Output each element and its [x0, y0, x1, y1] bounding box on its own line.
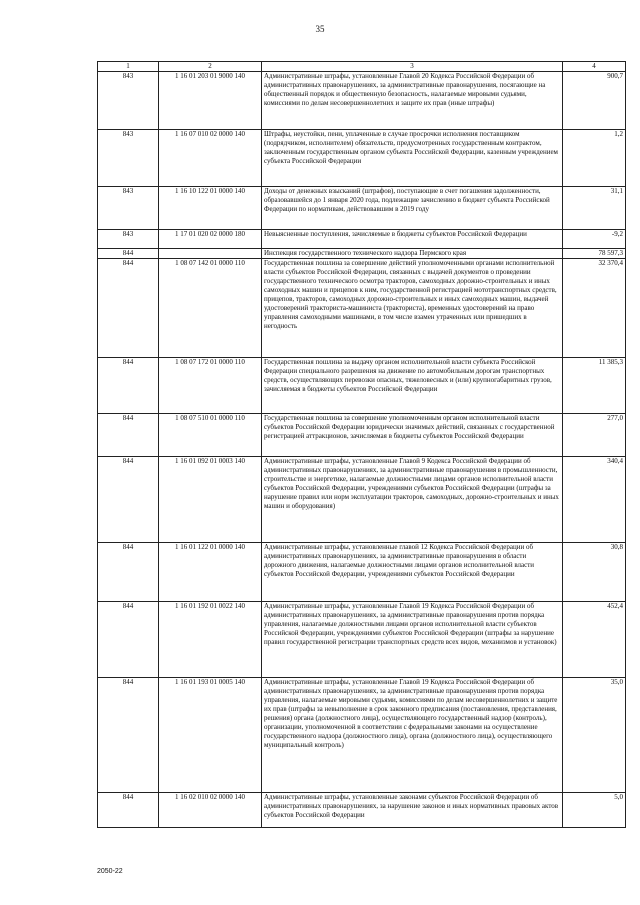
revenue-name-cell: Государственная пошлина за совершение действий уполномоченными органами исполнительной власти субъектов Российской Федерации, связанных с выдачей документов о проведении государственного технического осмотра тракторов, самоходных дорожно-строительных и иных самоходных машин и прицепов к ним, государственной регистрацией мототранспортных средств, прицепов, тракторов, самоходных дорожно-строительных и иных самоходных машин, выдачей удостоверений тракториста-машиниста (тракториста), временных удостоверений на право управления самоходными машинами, в том числе взамен утраченных или пришедших в негодность — [262, 259, 563, 358]
amount-cell: 30,8 — [563, 543, 626, 602]
table-row — [98, 130, 626, 187]
revenue-name-cell: Административные штрафы, установленные Главой 19 Кодекса Российской Федерации об административных правонарушениях, за административные правонарушения против порядка управления, налагаемые должностными лицами органов исполнительной власти субъектов Российской Федерации, учреждениями субъектов Российской Федерации (штрафы за нарушение правил государственной регистрации транспортных средств всех видов, механизмов и установок) — [262, 602, 563, 678]
admin-code-cell: 844 — [98, 602, 159, 678]
table-row — [98, 414, 626, 457]
amount-cell: 35,0 — [563, 678, 626, 793]
revenue-code-cell: 1 08 07 142 01 0000 110 — [159, 259, 262, 358]
revenue-code-cell: 1 16 01 193 01 0005 140 — [159, 678, 262, 793]
revenue-code-cell: 1 16 10 122 01 0000 140 — [159, 187, 262, 230]
table-row — [98, 358, 626, 414]
document-code: 2050-22 — [97, 868, 123, 875]
table-row — [98, 259, 626, 358]
table-row — [98, 678, 626, 793]
revenue-name-cell: Штрафы, неустойки, пени, уплаченные в случае просрочки исполнения поставщиком (подрядчиком, исполнителем) обязательств, предусмотренных государственным контрактом, заключенным государственным органом субъекта Российской Федерации, казенным учреждением субъекта Российской Федерации — [262, 130, 563, 187]
table-row — [98, 72, 626, 130]
revenue-code-cell: 1 16 01 092 01 0003 140 — [159, 457, 262, 543]
column-header-2: 2 — [159, 62, 262, 72]
revenue-name-cell: Административные штрафы, установленные законами субъектов Российской Федерации об административных правонарушениях, за нарушение законов и иных нормативных правовых актов субъектов Российской Федерации — [262, 793, 563, 828]
revenue-name-cell: Инспекция государственного технического надзора Пермского края — [262, 249, 563, 259]
table-header-row — [98, 62, 626, 72]
amount-cell: 11 385,3 — [563, 358, 626, 414]
table-row — [98, 793, 626, 828]
amount-cell: 32 370,4 — [563, 259, 626, 358]
revenue-name-cell: Государственная пошлина за выдачу органом исполнительной власти субъекта Российской Федерации специального разрешения на движение по автомобильным дорогам транспортных средств, осуществляющих перевозки опасных, тяжеловесных и (или) крупногабаритных грузов, зачисляемая в бюджеты субъектов Российской Федерации — [262, 358, 563, 414]
amount-cell: 1,2 — [563, 130, 626, 187]
revenue-code-cell: 1 16 01 203 01 9000 140 — [159, 72, 262, 130]
revenue-code-cell: 1 08 07 510 01 0000 110 — [159, 414, 262, 457]
table-row — [98, 230, 626, 249]
admin-code-cell: 843 — [98, 187, 159, 230]
amount-cell: 452,4 — [563, 602, 626, 678]
revenue-name-cell: Административные штрафы, установленные Главой 20 Кодекса Российской Федерации об административных правонарушениях, за административные правонарушения, посягающие на общественный порядок и общественную безопасность, налагаемые мировыми судьями, комиссиями по делам несовершеннолетних и защите их прав (иные штрафы) — [262, 72, 563, 130]
revenue-name-cell: Административные штрафы, установленные главой 12 Кодекса Российской Федерации об административных правонарушениях, за административные правонарушения в области дорожного движения, налагаемые должностными лицами органов исполнительной власти субъектов Российской Федерации, учреждениями субъектов Российской Федерации — [262, 543, 563, 602]
admin-code-cell: 844 — [98, 414, 159, 457]
admin-code-cell: 843 — [98, 230, 159, 249]
page-number: 35 — [315, 24, 325, 34]
revenue-name-cell: Доходы от денежных взысканий (штрафов), поступающие в счет погашения задолженности, образовавшейся до 1 января 2020 года, подлежащие зачислению в бюджет субъекта Российской Федерации по нормативам, действовавшим в 2019 году — [262, 187, 563, 230]
amount-cell: 900,7 — [563, 72, 626, 130]
table-body — [98, 72, 626, 828]
amount-cell: 31,1 — [563, 187, 626, 230]
column-header-1: 1 — [98, 62, 159, 72]
admin-code-cell: 844 — [98, 358, 159, 414]
amount-cell: 78 597,3 — [563, 249, 626, 259]
admin-code-cell: 843 — [98, 130, 159, 187]
table-row — [98, 187, 626, 230]
revenue-code-cell — [159, 249, 262, 259]
admin-code-cell: 844 — [98, 249, 159, 259]
admin-code-cell: 844 — [98, 259, 159, 358]
admin-code-cell: 843 — [98, 72, 159, 130]
revenue-code-cell: 1 08 07 172 01 0000 110 — [159, 358, 262, 414]
revenue-name-cell: Административные штрафы, установленные Главой 19 Кодекса Российской Федерации об административных правонарушениях, за административные правонарушения против порядка управления, налагаемые мировыми судьями, комиссиями по делам несовершеннолетних и защите их прав (штрафы за невыполнение в срок законного предписания (постановления, представления, решения) органа (должностного лица), осуществляющего государственный надзор (контроль), организации, уполномоченной в соответствии с федеральными законами на осуществление государственного надзора (должностного лица), органа (должностного лица), осуществляющего муниципальный контроль) — [262, 678, 563, 793]
amount-cell: 5,0 — [563, 793, 626, 828]
admin-code-cell: 844 — [98, 678, 159, 793]
amount-cell: 340,4 — [563, 457, 626, 543]
table-row — [98, 249, 626, 259]
column-header-3: 3 — [262, 62, 563, 72]
admin-code-cell: 844 — [98, 457, 159, 543]
revenue-name-cell: Административные штрафы, установленные Главой 9 Кодекса Российской Федерации об административных правонарушениях, за административные правонарушения в промышленности, строительстве и энергетике, налагаемые должностными лицами органов исполнительной власти субъектов Российской Федерации, учреждениями субъектов Российской Федерации (штрафы за нарушение правил или норм эксплуатации тракторов, самоходных, дорожно-строительных и иных машин и оборудования) — [262, 457, 563, 543]
revenue-code-cell: 1 17 01 020 02 0000 180 — [159, 230, 262, 249]
column-header-4: 4 — [563, 62, 626, 72]
revenue-code-cell: 1 16 07 010 02 0000 140 — [159, 130, 262, 187]
table-row — [98, 543, 626, 602]
revenue-name-cell: Государственная пошлина за совершение уполномоченным органом исполнительной власти субъектов Российской Федерации юридически значимых действий, связанных с государственной регистрацией аттракционов, зачисляемая в бюджеты субъектов Российской Федерации — [262, 414, 563, 457]
admin-code-cell: 844 — [98, 793, 159, 828]
revenue-code-cell: 1 16 01 192 01 0022 140 — [159, 602, 262, 678]
budget-revenue-table — [97, 61, 626, 828]
revenue-code-cell: 1 16 02 010 02 0000 140 — [159, 793, 262, 828]
amount-cell: -9,2 — [563, 230, 626, 249]
amount-cell: 277,0 — [563, 414, 626, 457]
table-row — [98, 602, 626, 678]
admin-code-cell: 844 — [98, 543, 159, 602]
revenue-code-cell: 1 16 01 122 01 0000 140 — [159, 543, 262, 602]
revenue-name-cell: Невыясненные поступления, зачисляемые в бюджеты субъектов Российской Федерации — [262, 230, 563, 249]
table-row — [98, 457, 626, 543]
